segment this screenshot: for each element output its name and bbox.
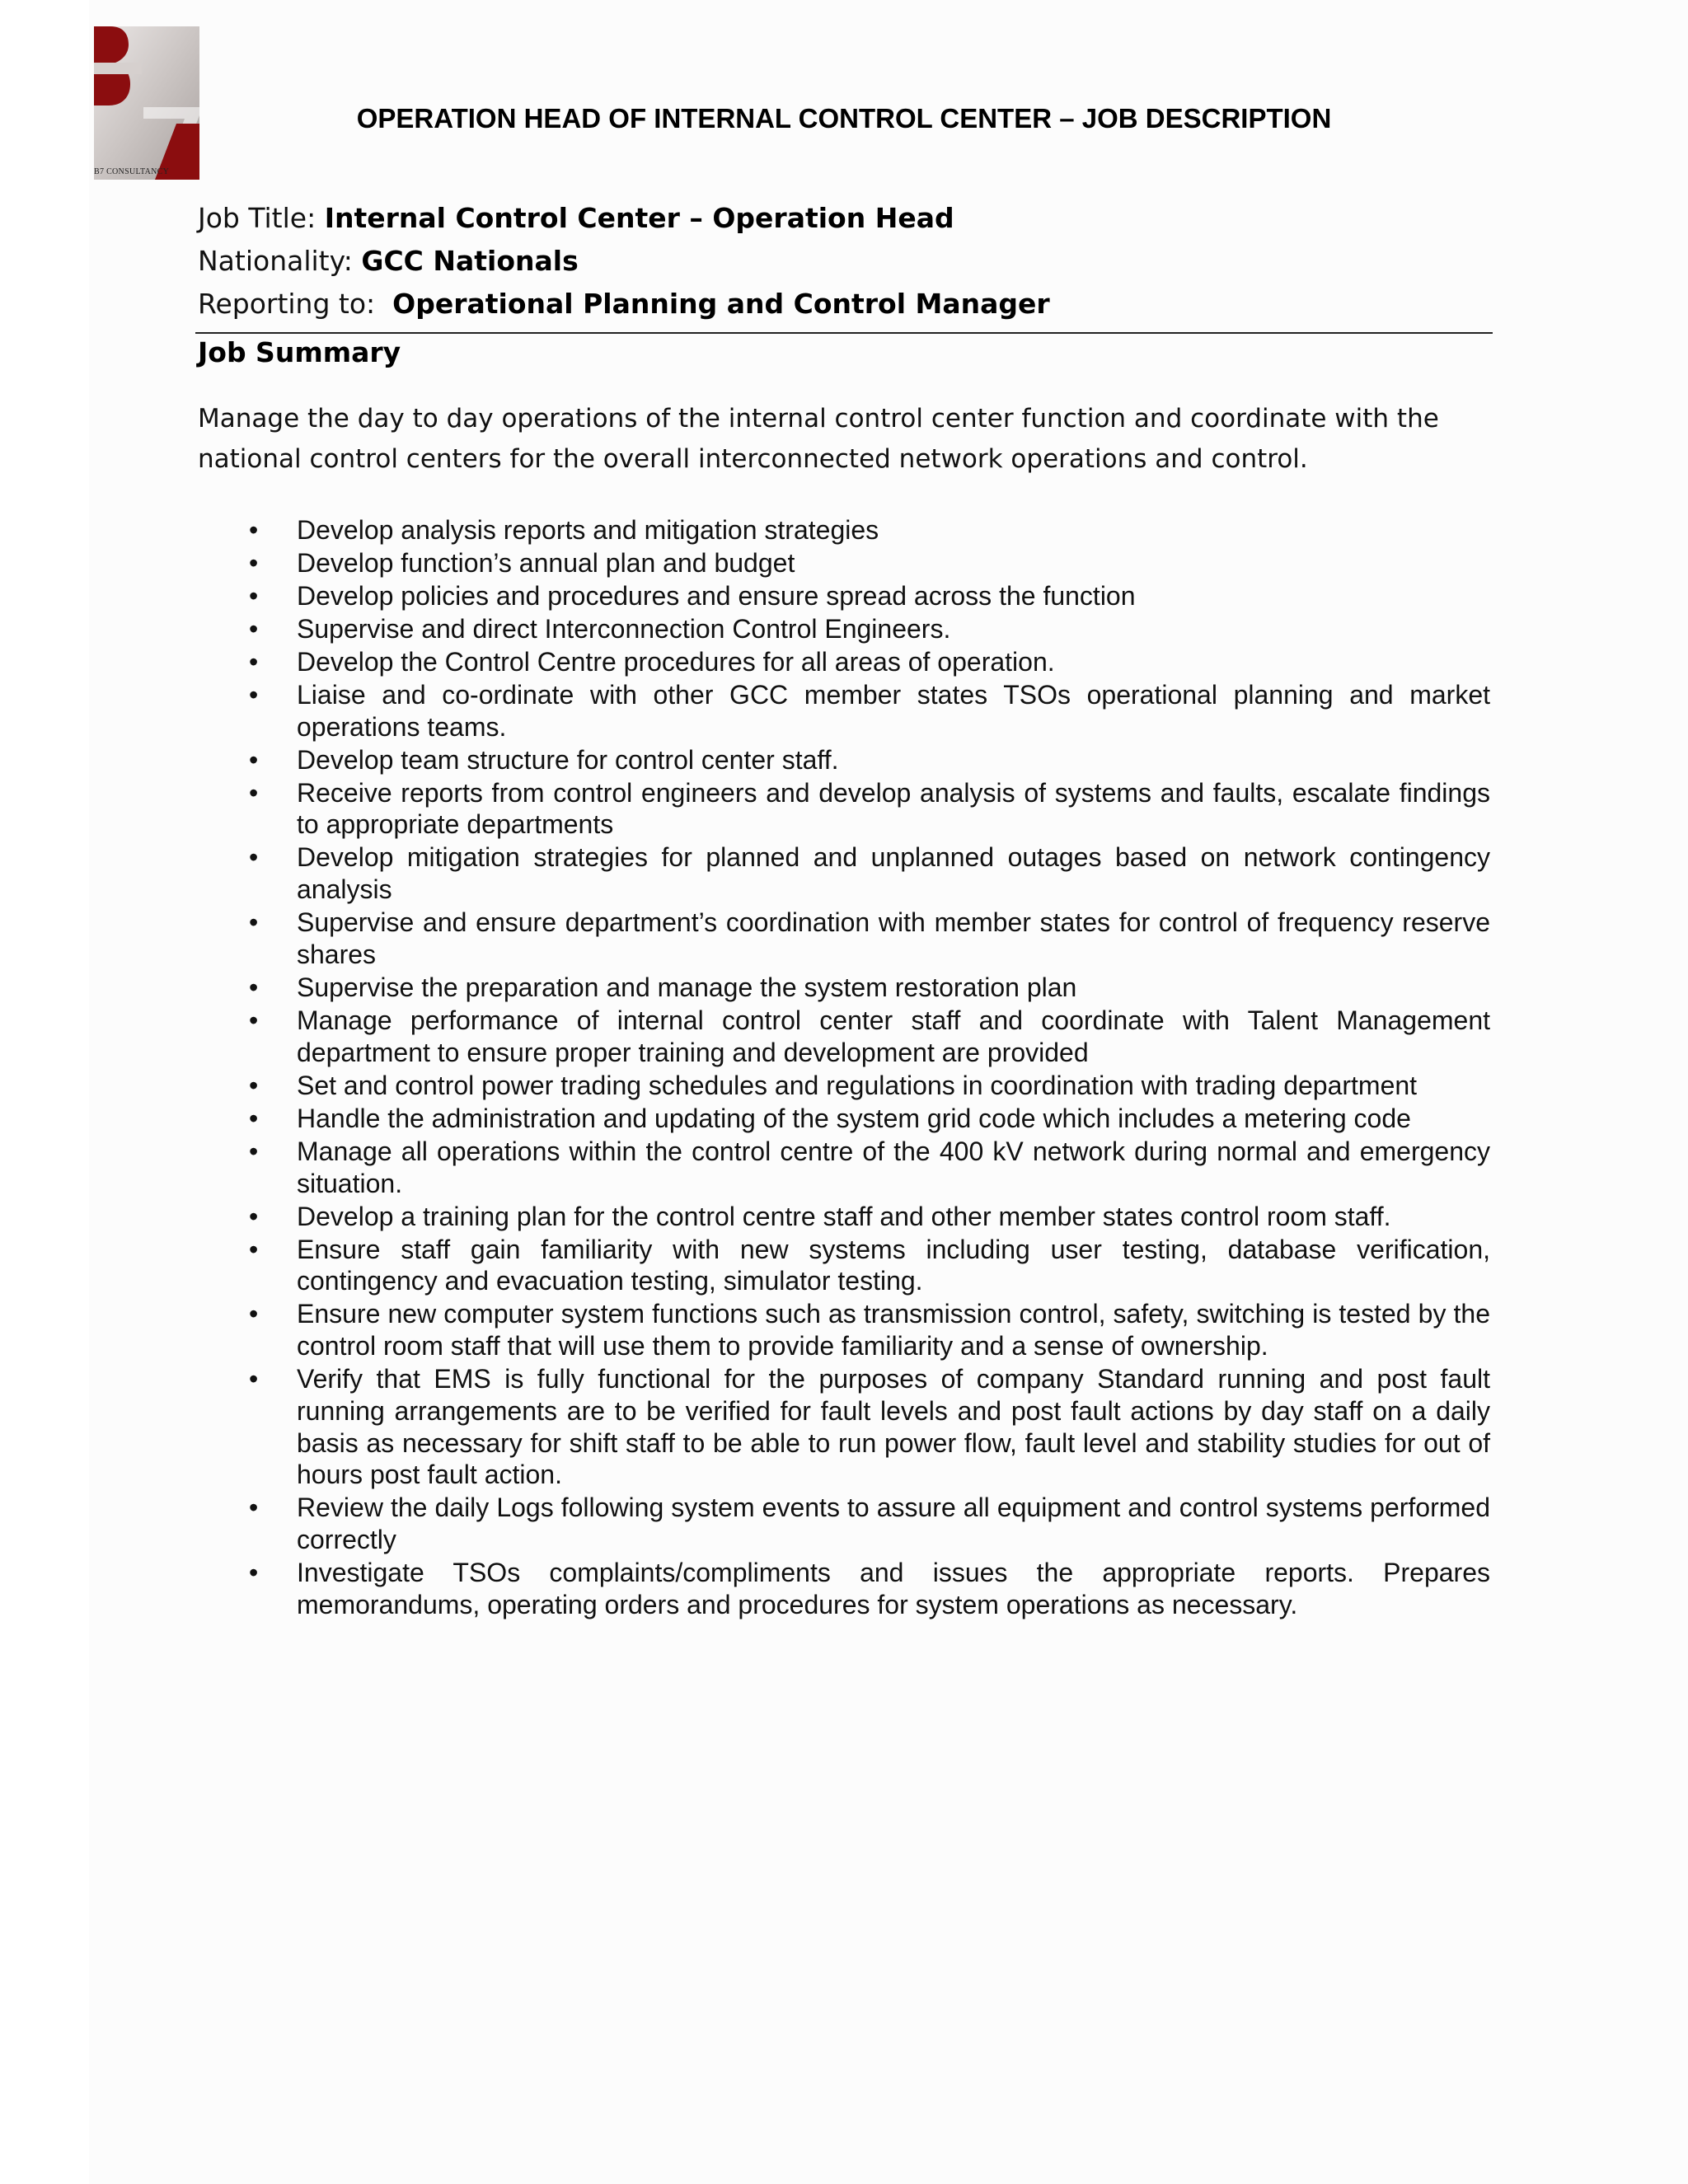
reporting-label: Reporting to: [198,288,376,320]
logo-caption: B7 CONSULTANCY [94,167,170,176]
duty-item: • Ensure new computer system functions such as transmission control, safety, switching is tested by the control room staff that will use them to provide familiarity and a sense of ownership. [297,1298,1490,1362]
duty-item: • Manage performance of internal control center staff and coordinate with Talent Management department to ensure proper training and development are provided [297,1005,1490,1069]
job-summary-heading: Job Summary [198,336,401,368]
job-title-value: Internal Control Center – Operation Head [324,202,954,234]
duty-item: • Investigate TSOs complaints/compliments and issues the appropriate reports. Prepares memorandums, operating orders and procedures for system operations as necessary. [297,1557,1490,1621]
duty-item: • Liaise and co-ordinate with other GCC member states TSOs operational planning and market operations teams. [297,679,1490,743]
job-title-line [198,202,954,234]
duty-item: • Develop a training plan for the control centre staff and other member states control room staff. [297,1201,1490,1233]
duty-item: • Review the daily Logs following system events to assure all equipment and control systems performed correctly [297,1492,1490,1556]
duty-item: • Manage all operations within the control centre of the 400 kV network during normal and emergency situation. [297,1136,1490,1200]
reporting-value: Operational Planning and Control Manager [392,288,1050,320]
duty-item: • Develop team structure for control center staff. [297,744,1490,776]
duty-item: • Set and control power trading schedules and regulations in coordination with trading department [297,1070,1490,1102]
duty-item: • Supervise the preparation and manage the system restoration plan [297,972,1490,1004]
duty-item: • Supervise and ensure department’s coordination with member states for control of frequency reserve shares [297,907,1490,971]
duty-item: • Verify that EMS is fully functional for the purposes of company Standard running and post fault running arrangements are to be verified for fault levels and post fault actions by day staff on a daily basis as necessary for shift staff to be able to run power flow, fault level and stability studies for out of hours post fault action. [297,1363,1490,1491]
duty-item: • Develop analysis reports and mitigation strategies [297,514,1490,546]
duty-item: • Develop policies and procedures and ensure spread across the function [297,580,1490,612]
duty-item: • Develop function’s annual plan and budget [297,547,1490,579]
nationality-line [198,245,579,277]
duty-item: • Supervise and direct Interconnection Control Engineers. [297,613,1490,645]
duties-list [297,514,1490,1622]
duty-item: • Receive reports from control engineers and develop analysis of systems and faults, escalate findings to appropriate departments [297,777,1490,841]
job-summary-text: Manage the day to day operations of the internal control center function and coordinate with the national control centers for the overall interconnected network operations and control. [198,404,1439,474]
duty-item: • Develop the Control Centre procedures for all areas of operation. [297,646,1490,678]
nationality-value: GCC Nationals [361,245,579,277]
header-divider [195,332,1493,334]
nationality-label: Nationality: [198,245,353,277]
document-title: OPERATION HEAD OF INTERNAL CONTROL CENTER – JOB DESCRIPTION [356,103,1332,134]
duty-item: • Ensure staff gain familiarity with new systems including user testing, database verification, contingency and evacuation testing, simulator testing. [297,1234,1490,1298]
reporting-line [198,288,1050,320]
duty-item: • Develop mitigation strategies for planned and unplanned outages based on network contingency analysis [297,841,1490,906]
duty-item: • Handle the administration and updating of the system grid code which includes a metering code [297,1103,1490,1135]
job-title-label: Job Title: [198,202,316,234]
